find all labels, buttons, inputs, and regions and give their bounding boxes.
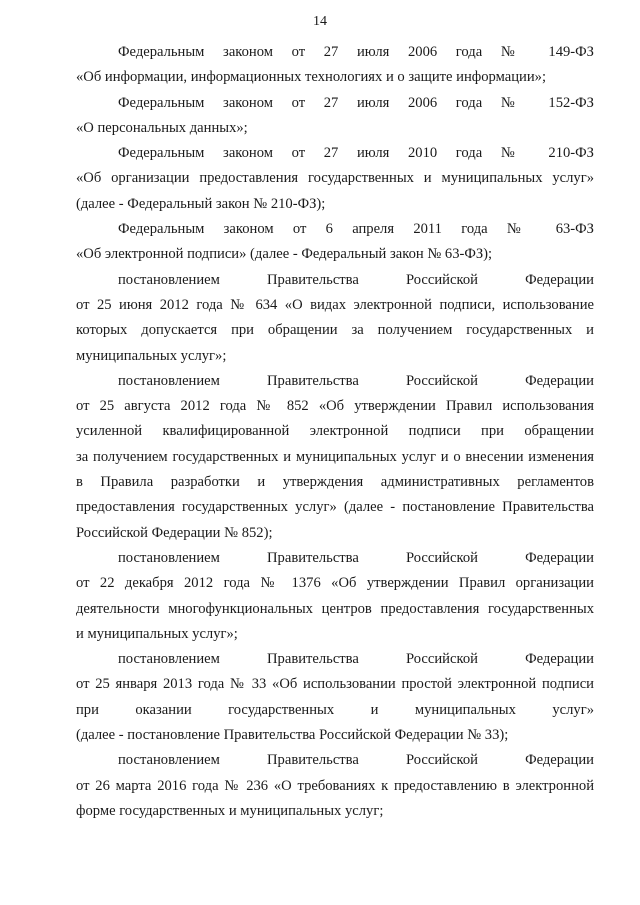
text-line: (далее - постановление Правительства Российской Федерации № 33); — [76, 727, 509, 744]
text-line: Федеральным законом от 27 июля 2006 года № 152-ФЗ — [118, 94, 594, 111]
text-line: постановлением Правительства Российской Федерации — [118, 651, 594, 668]
text-line: (далее - Федеральный закон № 210-ФЗ); — [76, 195, 326, 212]
text-line: муниципальных услуг»; — [76, 347, 227, 364]
text-line: постановлением Правительства Российской Федерации — [118, 549, 594, 566]
text-line: постановлением Правительства Российской Федерации — [118, 372, 594, 389]
text-line: постановлением Правительства Российской Федерации — [118, 271, 594, 288]
paragraph-law-152 — [76, 91, 594, 142]
text-line: от 25 января 2013 года № 33 «Об использовании простой электронной подписи — [76, 676, 594, 693]
text-line: «Об электронной подписи» (далее - Федеральный закон № 63-ФЗ); — [76, 246, 493, 263]
paragraph-resolution-33 — [76, 647, 594, 748]
document-body — [76, 40, 594, 824]
paragraph-resolution-852 — [76, 369, 594, 546]
paragraph-resolution-634 — [76, 268, 594, 369]
text-line: которых допускается при обращении за получением государственных и — [76, 322, 594, 339]
text-line: деятельности многофункциональных центров предоставления государственных — [76, 600, 594, 617]
page-number: 14 — [313, 14, 327, 29]
text-line: «О персональных данных»; — [76, 119, 248, 136]
text-line: форме государственных и муниципальных услуг; — [76, 802, 384, 819]
text-line: от 25 августа 2012 года № 852 «Об утверждении Правил использования — [76, 398, 594, 415]
text-line: усиленной квалифицированной электронной подписи при обращении — [76, 423, 594, 440]
paragraph-resolution-236 — [76, 748, 594, 824]
paragraph-resolution-1376 — [76, 546, 594, 647]
text-line: и муниципальных услуг»; — [76, 625, 238, 642]
text-line: «Об информации, информационных технологиях и о защите информации»; — [76, 69, 546, 86]
text-line: предоставления государственных услуг» (далее - постановление Правительства — [76, 499, 594, 516]
text-line: постановлением Правительства Российской Федерации — [118, 752, 594, 769]
text-line: Федеральным законом от 27 июля 2010 года № 210-ФЗ — [118, 145, 594, 162]
paragraph-law-149 — [76, 40, 594, 91]
text-line: Российской Федерации № 852); — [76, 524, 273, 541]
text-line: от 22 декабря 2012 года № 1376 «Об утверждении Правил организации — [76, 575, 594, 592]
text-line: в Правила разработки и утверждения административных регламентов — [76, 474, 594, 491]
paragraph-law-210 — [76, 141, 594, 217]
text-line: за получением государственных и муниципальных услуг и о внесении изменения — [76, 448, 594, 465]
text-line: «Об организации предоставления государственных и муниципальных услуг» — [76, 170, 594, 187]
text-line: Федеральным законом от 27 июля 2006 года № 149-ФЗ — [118, 44, 594, 60]
text-line: Федеральным законом от 6 апреля 2011 года № 63-ФЗ — [118, 221, 594, 238]
text-line: от 26 марта 2016 года № 236 «О требованиях к предоставлению в электронной — [76, 777, 594, 794]
text-line: при оказании государственных и муниципальных услуг» — [76, 701, 594, 718]
paragraph-law-63 — [76, 217, 594, 268]
text-line: от 25 июня 2012 года № 634 «О видах электронной подписи, использование — [76, 296, 594, 313]
